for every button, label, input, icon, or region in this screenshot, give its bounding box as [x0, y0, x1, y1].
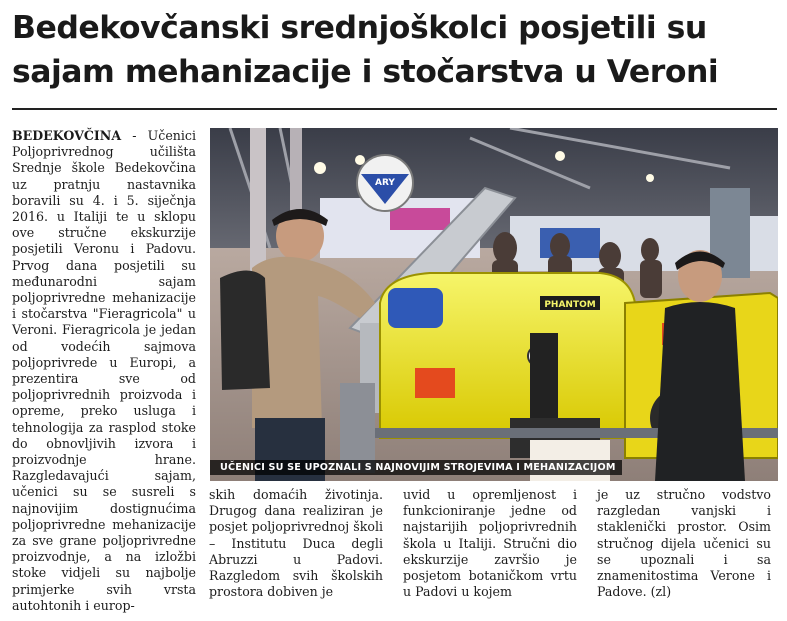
logo-text: ARY	[375, 178, 395, 188]
dateline: BEDEKOVČINA	[12, 128, 122, 143]
fair-scene-illustration	[210, 128, 778, 481]
article-column-3: uvid u opremljenost i funkcioniranje jedne od najstarijih poljoprivrednih škola u Italiji. Stručni dio ekskurzije završio je posjetom botaničkom vrtu u Padovi u kojem	[403, 487, 577, 600]
article-headline: Bedekovčanski srednjoškolci posjetili su sajam mehanizacije i stočarstva u Veroni	[12, 10, 719, 90]
article-column-1	[12, 128, 196, 614]
article-column-4: je uz stručno vodstvo razgledan vanjski i staklenički prostor. Osim stručnog dijela učenici su se upoznali i sa znamenitostima Verone i Padove. (zl)	[597, 487, 771, 600]
sprayer-brand: PHANTOM	[544, 300, 596, 310]
photo-caption: UČENICI SU SE UPOZNALI S NAJNOVIJIM STROJEVIMA I MEHANIZACIJOM	[210, 460, 622, 475]
article-photo	[210, 128, 778, 481]
column-1-text: - Učenici Poljoprivrednog učilišta Srednje škole Bedekovčina uz pratnju nastavnika boravili su 4. i 5. siječnja 2016. u Italiji te u sklopu ove stručne ekskurzije posjetili Veronu i Padovu. Prvog dana posjetili su međunarodni sajam poljoprivredne mehanizacije i stočarstva "Fieragricola" u Veroni. Fieragricola je jedan od vodećih sajmova poljoprivrede u Europi, a prezentira sve od poljoprivrednih proizvoda i opreme, preko usluga i tehnologija za rasplod stoke do obnovljivih izvora i proizvodnje hrane. Razgledavajući sajam, učenici su se susreli s najnovijim dostignućima poljoprivredne mehanizacije za sve grane poljoprivredne proizvodnje, a na izložbi stoke vidjeli su najbolje primjerke svih vrsta autohtonih i europ-	[12, 128, 196, 613]
article-column-2: skih domaćih životinja. Drugog dana realiziran je posjet poljoprivrednoj školi – Institutu Duca degli Abruzzi u Padovi. Razgledom svih školskih prostora dobiven je	[209, 487, 383, 600]
headline-divider	[12, 108, 777, 110]
exhibitor-logo	[357, 155, 413, 211]
